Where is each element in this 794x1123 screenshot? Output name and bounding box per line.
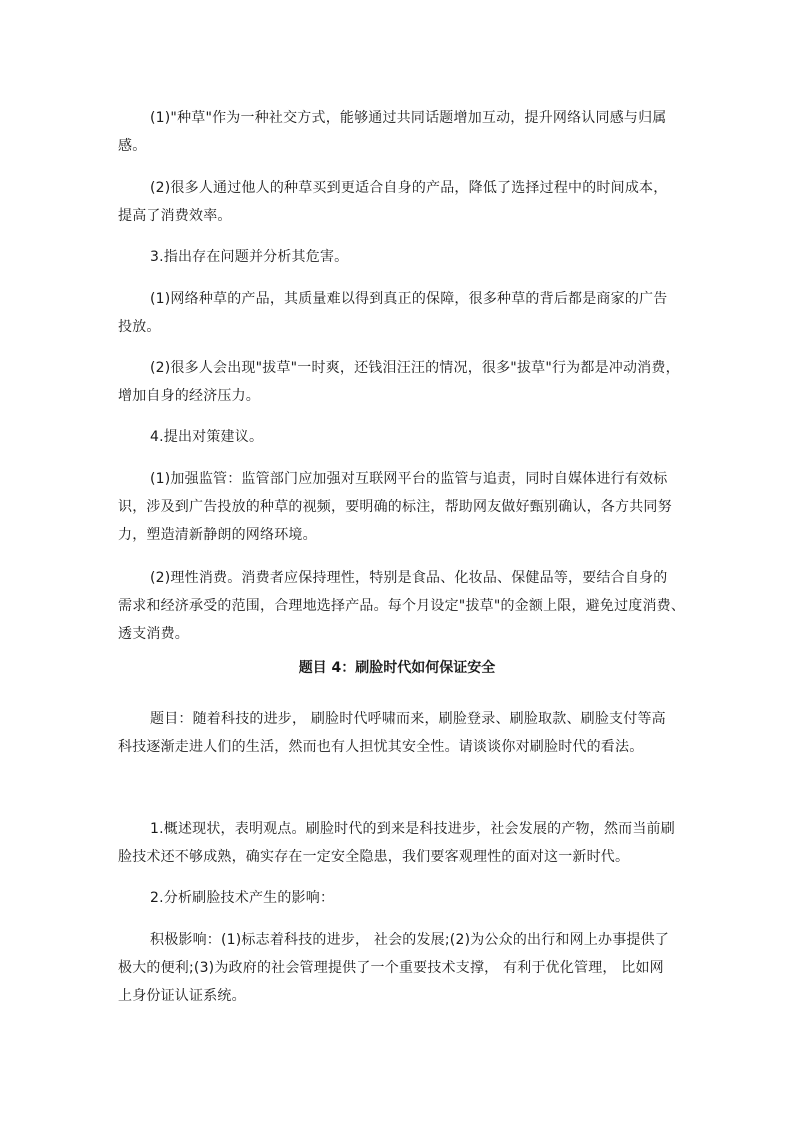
text-line: 提高了消费效率。 [118, 208, 232, 224]
paragraph-impact-heading [118, 884, 678, 912]
text-line: 透支消费。 [118, 626, 189, 642]
text-line: (1)加强监管：监管部门应加强对互联网平台的监管与追责，同时自媒体进行有效标 [150, 471, 668, 487]
text-line: 脸技术还不够成熟，确实存在一定安全隐患，我们要客观理性的面对这一新时代。 [118, 849, 630, 865]
paragraph-problem-heading [118, 243, 678, 271]
paragraph-question [118, 705, 678, 761]
text-line: 2.分析刷脸技术产生的影响： [150, 890, 335, 906]
text-line: 上身份证认证系统。 [118, 988, 246, 1004]
text-line: 识，涉及到广告投放的种草的视频，要明确的标注，帮助网友做好甄别确认，各方共同努 [118, 499, 672, 515]
text-line: 投放。 [118, 319, 161, 335]
paragraph-strengthen-supervision [118, 465, 678, 549]
text-line: 极大的便利;(3)为政府的社会管理提供了一个重要技术支撑， 有利于优化管理， 比如网 [118, 960, 664, 976]
text-line: (2)很多人通过他人的种草买到更适合自身的产品，降低了选择过程中的时间成本， [150, 180, 668, 196]
paragraph-suggestion-heading [118, 423, 678, 451]
paragraph-consumption-efficiency [118, 174, 678, 230]
paragraph-impulse-consumption [118, 354, 678, 410]
paragraph-quality-problem [118, 285, 678, 341]
text-line: (1)"种草"作为一种社交方式，能够通过共同话题增加互动，提升网络认同感与归属 [150, 110, 667, 126]
text-line: 需求和经济承受的范围，合理地选择产品。每个月设定"拔草"的金额上限，避免过度消费、 [118, 598, 686, 614]
paragraph-rational-consumption [118, 564, 686, 648]
text-line: 1.概述现状，表明观点。刷脸时代的到来是科技进步，社会发展的产物，然而当前刷 [150, 821, 675, 837]
text-line: (2)理性消费。消费者应保持理性，特别是食品、化妆品、保健品等，要结合自身的 [150, 570, 668, 586]
paragraph-overview [118, 815, 678, 871]
text-line: 3.指出存在问题并分析其危害。 [150, 249, 349, 265]
paragraph-social-identity [118, 104, 678, 160]
section-title: 题目 4：刷脸时代如何保证安全 [298, 660, 496, 676]
text-line: 力，塑造清新静朗的网络环境。 [118, 527, 317, 543]
text-line: 题目：随着科技的进步， 刷脸时代呼啸而来，刷脸登录、刷脸取款、刷脸支付等高 [150, 711, 666, 727]
text-line: 科技逐渐走进人们的生活，然而也有人担忧其安全性。请谈谈你对刷脸时代的看法。 [118, 739, 644, 755]
text-line: 感。 [118, 138, 147, 154]
text-line: (2)很多人会出现"拔草"一时爽，还钱泪汪汪的情况，很多"拔草"行为都是冲动消费， [150, 360, 680, 376]
text-line: 积极影响：(1)标志着科技的进步， 社会的发展;(2)为公众的出行和网上办事提供了 [150, 932, 670, 948]
text-line: 增加自身的经济压力。 [118, 388, 260, 404]
text-line: 4.提出对策建议。 [150, 429, 264, 445]
text-line: (1)网络种草的产品，其质量难以得到真正的保障，很多种草的背后都是商家的广告 [150, 291, 668, 307]
paragraph-positive-impact [118, 926, 678, 1010]
